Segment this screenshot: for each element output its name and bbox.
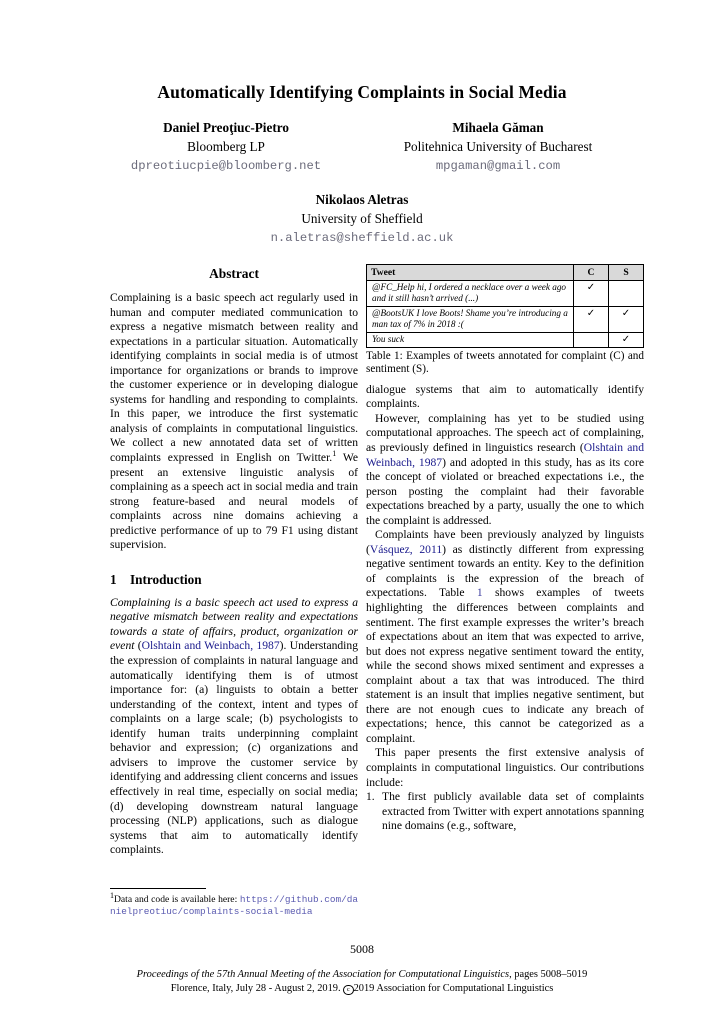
table-cell-tweet: @FC_Help hi, I ordered a necklace over a week ago and it still hasn’t arrived (...) bbox=[367, 281, 574, 307]
author-3-name: Nikolaos Aletras bbox=[315, 192, 409, 207]
contributions-list bbox=[366, 790, 644, 834]
author-2-name: Mihaela Găman bbox=[452, 120, 544, 135]
citation-olshtain-weinbach-1[interactable]: Olshtain and Weinbach, 1987 bbox=[141, 639, 280, 653]
table-cell-complaint-mark: ✓ bbox=[574, 307, 609, 333]
footer-copyright-holder: 2019 Association for Computational Linguistics bbox=[353, 983, 554, 994]
footer-line-2 bbox=[62, 982, 662, 996]
column-header-tweet: Tweet bbox=[367, 265, 574, 281]
intro-p1-cite-open: ( bbox=[134, 639, 142, 653]
intro-paragraph-2 bbox=[366, 412, 644, 528]
table-cell-sentiment-mark: ✓ bbox=[609, 307, 644, 333]
abstract-text-part1: Complaining is a basic speech act regularly used in human and computer mediated communication to express a negative mismatch between reality and expectations in a particular situation. Automatically identifying complaints in social media is of utmost importance for organizations or brands to improve the customer experience or in developing dialogue systems for handling and responding to complaints. In this paper, we introduce the first systematic analysis of complaints in computational linguistics. We collect a new annotated data set of written complaints expressed in English on Twitter. bbox=[110, 291, 358, 465]
footnote-marker: 1 bbox=[110, 890, 114, 900]
list-item-text: The first publicly available data set of complaints extracted from Twitter with expert annotations spanning nine domains (e.g., software, bbox=[382, 790, 644, 833]
author-2 bbox=[362, 118, 634, 176]
author-2-affiliation: Politehnica University of Bucharest bbox=[403, 139, 593, 154]
intro-p3-a: Complaints have been previously analyzed by linguists ( bbox=[366, 528, 644, 556]
table-1-examples bbox=[366, 264, 644, 348]
table-cell-complaint-mark bbox=[574, 333, 609, 348]
page-footer bbox=[62, 968, 662, 996]
table-cell-sentiment-mark bbox=[609, 281, 644, 307]
author-3-affiliation: University of Sheffield bbox=[301, 211, 423, 226]
footnote-rule bbox=[110, 888, 206, 889]
list-item-marker: 1. bbox=[366, 790, 375, 804]
intro-paragraph-1 bbox=[110, 596, 358, 858]
footer-proceedings-title: Proceedings of the 57th Annual Meeting of the Association for Computational Linguistics bbox=[136, 969, 510, 980]
citation-olshtain-weinbach-2[interactable]: Olshtain and Weinbach, 1987 bbox=[366, 440, 644, 469]
section-number: 1 bbox=[110, 571, 117, 587]
table-header-row bbox=[367, 265, 644, 281]
column-header-complaint: C bbox=[574, 265, 609, 281]
list-item bbox=[366, 790, 644, 834]
abstract-text-part2: We present an extensive linguistic analysis of complaining as a speech act in social media and train strong feature-based and neural models of complaints across nine domains achieving a predictive performance of up to 79 F1 using distant supervision. bbox=[110, 451, 358, 552]
table-1-reference-link[interactable]: 1 bbox=[476, 586, 483, 600]
column-header-sentiment: S bbox=[609, 265, 644, 281]
table-cell-tweet: @BootsUK I love Boots! Shame you’re introducing a man tax of 7% in 2018 :( bbox=[367, 307, 574, 333]
abstract-body bbox=[110, 291, 358, 553]
citation-vasquez-2011[interactable]: Vásquez, 2011 bbox=[369, 542, 443, 556]
footer-pages: , pages 5008–5019 bbox=[509, 969, 588, 980]
intro-p2-a: However, complaining has yet to be studied using computational approaches. The speech act of complaining, as previously defined in linguistics research ( bbox=[366, 411, 644, 454]
section-title: Introduction bbox=[130, 571, 202, 587]
intro-p1-tail: dialogue systems that aim to automatically identify complaints. bbox=[366, 382, 644, 411]
table-cell-complaint-mark: ✓ bbox=[574, 281, 609, 307]
author-3-email[interactable]: n.aletras@sheffield.ac.uk bbox=[270, 231, 454, 245]
author-1-affiliation: Bloomberg LP bbox=[187, 139, 265, 154]
table-row bbox=[367, 307, 644, 333]
intro-paragraph-1-continued bbox=[366, 383, 644, 412]
intro-paragraph-4: This paper presents the first extensive analysis of complaints in computational linguistics. Our contributions include: bbox=[366, 746, 644, 789]
table-1-head bbox=[367, 265, 644, 281]
footer-line-1 bbox=[62, 968, 662, 982]
author-1-email[interactable]: dpreotiucpie@bloomberg.net bbox=[130, 159, 322, 173]
author-1 bbox=[90, 118, 362, 176]
page-title: Automatically Identifying Complaints in Social Media bbox=[157, 82, 567, 102]
page-number: 5008 bbox=[350, 942, 374, 956]
author-1-name: Daniel Preoţiuc-Pietro bbox=[163, 120, 289, 135]
intro-p1-italic: Complaining is a basic speech act used to express a negative mismatch between reality and expectations towards a state of affairs, product, organization or event bbox=[110, 595, 358, 653]
author-block-row1 bbox=[62, 118, 662, 176]
author-2-email[interactable]: mpgaman@gmail.com bbox=[435, 159, 561, 173]
abstract-footnote-marker[interactable]: 1 bbox=[332, 449, 337, 459]
abstract-heading: Abstract bbox=[209, 266, 259, 281]
section-heading-introduction bbox=[110, 572, 358, 588]
intro-p3-b: ) as distinctly different from expressing negative sentiment towards an entity. Key to the definition of complaints is the expression of the breach of expectations. Table bbox=[366, 542, 644, 600]
left-column bbox=[110, 266, 358, 858]
footer-venue-date: Florence, Italy, July 28 - August 2, 2019. bbox=[170, 983, 344, 994]
intro-p3-c: shows examples of tweets highlighting the differences between complaints and sentiment. The first example expresses the writer’s breach of expectations about an item that was expected to arrive, but does not express negative sentiment toward the entity, while the second shows mixed sentiment and expresses a complaint about a tax that was introduced. The third statement is an insult that implies negative sentiment, but there are not enough cues to indicate any breach of expectations; hence, this cannot be categorized as a complaint. bbox=[366, 586, 644, 745]
table-1-wrapper bbox=[366, 264, 644, 377]
intro-p2-b: ) and adopted in this study, has as its core the concept of violated or breached expectations i.e., the person posting the complaint had their favorable expectations breached by a party, usually the one to which the complaint is addressed. bbox=[366, 455, 644, 527]
table-cell-sentiment-mark: ✓ bbox=[609, 333, 644, 348]
footnote-url-link[interactable]: https://github.com/danielpreotiuc/complaints-social-media bbox=[110, 894, 358, 918]
table-cell-tweet: You suck bbox=[367, 333, 574, 348]
right-column bbox=[366, 264, 644, 834]
author-block-row2 bbox=[62, 190, 662, 248]
copyright-icon: c bbox=[343, 985, 353, 995]
intro-p1-rest: ). Understanding the expression of complaints in natural language and automatically identifying them is of utmost importance for: (a) linguists to obtain a better understanding of the context, intent and types of complaints on a large scale; (b) psychologists to identify human traits underpinning complaint behavior and expression; (c) organizations and advisers to improve the customer service by identifying and addressing client concerns and issues effectively in real time, especially on social media; (d) developing downstream natural language processing (NLP) applications, such as dialogue systems that aim to automatically identify complaints. bbox=[110, 639, 358, 857]
table-1-body bbox=[367, 281, 644, 348]
table-row bbox=[367, 281, 644, 307]
intro-paragraph-3 bbox=[366, 528, 644, 746]
table-1-caption: Table 1: Examples of tweets annotated for complaint (C) and sentiment (S). bbox=[366, 349, 644, 376]
table-row bbox=[367, 333, 644, 348]
footnote-text: Data and code is available here: bbox=[114, 894, 240, 905]
footnote-1 bbox=[110, 890, 358, 919]
footnote-block bbox=[110, 888, 358, 919]
